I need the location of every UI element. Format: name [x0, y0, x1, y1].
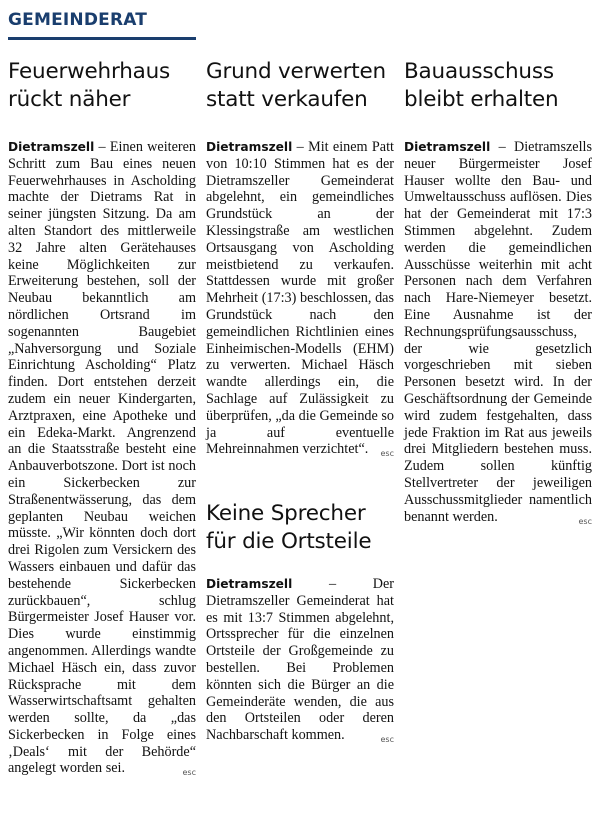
article-text: Der Dietramszeller Gemeinderat hat es mit 13:7 Stimmen abgelehnt, Ortssprecher für die einzelnen Ortsteile der Großgemeinde zu bestellen. Bei Problemen könnten sich die Bürger an die Gemeinderäte wenden, die aus den Ortsteilen oder deren Nachbarschaft kommen.: [206, 576, 394, 744]
article-text: Mit einem Patt von 10:10 Stimmen hat es der Dietramszeller Gemeinderat abgelehnt, ein gemeindliches Grundstück an der Klessingstraße am westlichen Ortsausgang von Ascholding meistbietend zu verkaufen. Stattdessen wurde mit großer Mehrheit (17:3) beschlossen, das Grundstück nach den gemeindlichen Richtlinien eines Einheimischen-Modells (EHM) zu verwerten. Michael Häsch wandte allerdings ein, die Sachlage auf Zulässigkeit zu überprüfen, „da die Gemeinde so ja auf eventuelle Mehreinnahmen verzichtet“.: [206, 139, 394, 458]
article-text: Einen weiteren Schritt zum Bau eines neuen Feuerwehrhauses in Ascholding machte der Dietrams Rat in seiner jüngsten Sitzung. Da am alten Standort des mittlerweile 32 Jahre alten Gerätehauses keine Möglichkeiten zur Erweiterung bestehen, soll der Neubau bekanntlich am nördlichen Ortsrand im sogenannten Baugebiet „Nahversorgung und Soziale Einrichtung Ascholding“ Platz finden. Dort entstehen derzeit zudem ein neuer Kindergarten, Arztpraxen, eine Apotheke und ein Edeka-Markt. Angrenzend an die Staatsstraße besteht eine Anbauverbotszone. Dort ist noch ein Sickerbecken zur Straßenentwässerung, das dem geplanten Neubau weichen müsste. „Wir könnten doch dort drei Rigolen zum Versickern des Wassers einbauen und dafür das bestehende Sickerbecken zurückbauen“, schlug Bürgermeister Josef Hauser vor. Dies wurde einstimmig angenommen. Allerdings wandte Michael Häsch ein, dass zuvor Rücksprache mit dem Wasserwirtschaftsamt gehalten werden sollte, da „das Sickerbecken in Folge eines ‚Deals‘ mit der Behörde“ angelegt worden sei.: [8, 139, 196, 777]
dateline-separator: –: [490, 139, 514, 155]
article-author: esc: [380, 449, 394, 459]
article-body: [206, 576, 394, 744]
article-author: esc: [182, 768, 196, 778]
section-label: GEMEINDERAT: [8, 10, 148, 30]
article-dateline: Dietramszell: [206, 140, 293, 154]
article-headline: Bauausschuss bleibt erhalten: [404, 59, 559, 112]
article-author: esc: [578, 516, 592, 526]
section-rule: [8, 37, 196, 40]
article-keine-sprecher: [206, 500, 394, 749]
dateline-separator: –: [94, 139, 110, 155]
article-body: [206, 139, 394, 458]
article-text: Dietramszells neuer Bürgermeister Josef Hauser wollte den Bau- und Umweltausschuss auflösen. Dies hat der Gemeinderat mit 17:3 Stimmen abgelehnt. Zudem werden die gemeindlichen Ausschüsse weiterhin mit acht Personen nach dem Verfahren nach Hare-Niemeyer besetzt. Eine Ausnahme ist der Rechnungsprüfungsausschuss, der wie gesetzlich vorgeschrieben mit sieben Personen besetzt wird. In der Geschäftsordnung der Gemeinde wird zudem festgehalten, dass jede Fraktion im Rat aus jeweils drei Mitgliedern bestehen muss. Zudem sollen künftig Stellvertreter der jeweiligen Ausschussmitglieder namentlich benannt werden.: [404, 139, 592, 525]
article-headline: Keine Sprecher für die Ortsteile: [206, 501, 372, 554]
dateline-separator: –: [292, 139, 309, 155]
article-dateline: Dietramszell: [404, 140, 491, 154]
article-dateline: Dietramszell: [8, 140, 95, 154]
article-body: [404, 139, 592, 525]
article-bauausschuss: [404, 58, 592, 530]
article-dateline: Dietramszell: [206, 577, 293, 591]
article-grund-verwerten: [206, 58, 394, 463]
article-body: [8, 139, 196, 777]
dateline-separator: –: [292, 576, 373, 592]
article-feuerwehrhaus: [8, 58, 196, 782]
article-headline: Feuerwehrhaus rückt näher: [8, 59, 171, 112]
article-headline: Grund verwerten statt verkaufen: [206, 59, 386, 112]
article-author: esc: [380, 735, 394, 745]
